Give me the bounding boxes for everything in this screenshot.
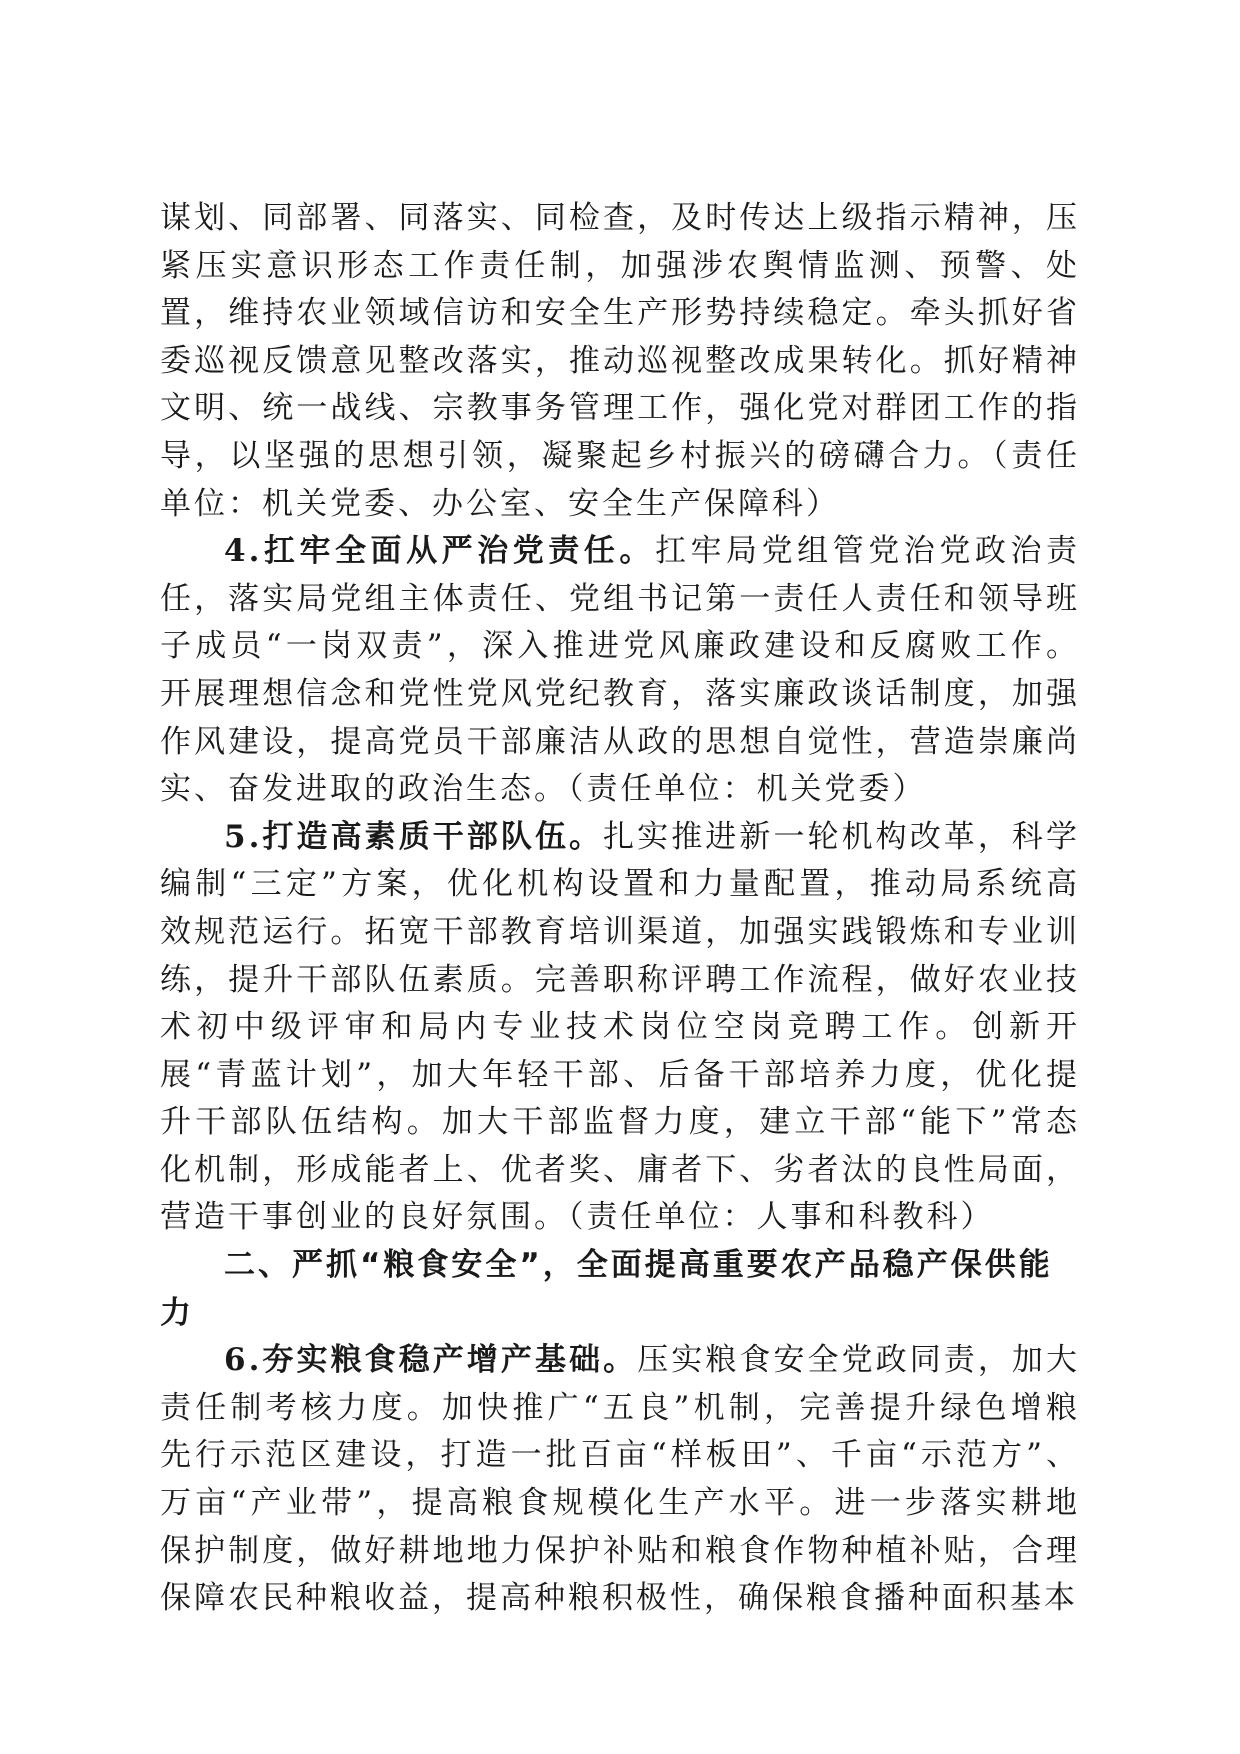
item-5-title: 5.打造高素质干部队伍。 (224, 818, 604, 855)
item-4-body: 扛牢局党组管党治党政治责任，落实局党组主体责任、党组书记第一责任人责任和领导班子成员“一岗双责”，深入推进党风廉政建设和反腐败工作。开展理想信念和党性党风党纪教育，落实廉政谈话制度，加强作风建设，提高党员干部廉洁从政的思想自觉性，营造崇廉尚实、奋发进取的政治生态。（责任单位：机关党委） (160, 533, 1080, 808)
item-4-title: 4.扛牢全面从严治党责任。 (224, 533, 655, 570)
document-page (160, 195, 1080, 1623)
paragraph-item-6 (160, 1337, 1080, 1623)
item-6-body: 压实粮食安全党政同责，加大责任制考核力度。加快推广“五良”机制，完善提升绿色增粮先行示范区建设，打造一批百亩“样板田”、千亩“示范方”、万亩“产业带”，提高粮食规模化生产水平。进一步落实耕地保护制度，做好耕地地力保护补贴和粮食作物种植补贴，合理保障农民种粮收益，提高种粮积极性，确保粮食播种面积基本 (160, 1342, 1080, 1617)
paragraph-continuation: 谋划、同部署、同落实、同检查，及时传达上级指示精神，压紧压实意识形态工作责任制，加强涉农舆情监测、预警、处置，维持农业领域信访和安全生产形势持续稳定。牵头抓好省委巡视反馈意见整改落实，推动巡视整改成果转化。抓好精神文明、统一战线、宗教事务管理工作，强化党对群团工作的指导，以坚强的思想引领，凝聚起乡村振兴的磅礴合力。（责任单位：机关党委、办公室、安全生产保障科） (160, 200, 1080, 522)
section-2-heading: 二、严抓“粮食安全”，全面提高重要农产品稳产保供能力 (160, 1247, 1053, 1331)
item-6-title: 6.夯实粮食稳产增产基础。 (224, 1342, 638, 1379)
paragraph-item-5 (160, 814, 1080, 1242)
paragraph-item-4 (160, 528, 1080, 814)
item-5-body: 扎实推进新一轮机构改革，科学编制“三定”方案，优化机构设置和力量配置，推动局系统高效规范运行。拓宽干部教育培训渠道，加强实践锻炼和专业训练，提升干部队伍素质。完善职称评聘工作流程，做好农业技术初中级评审和局内专业技术岗位空岗竞聘工作。创新开展“青蓝计划”，加大年轻干部、后备干部培养力度，优化提升干部队伍结构。加大干部监督力度，建立干部“能下”常态化机制，形成能者上、优者奖、庸者下、劣者汰的良性局面，营造干事创业的良好氛围。（责任单位：人事和科教科） (160, 818, 1080, 1236)
